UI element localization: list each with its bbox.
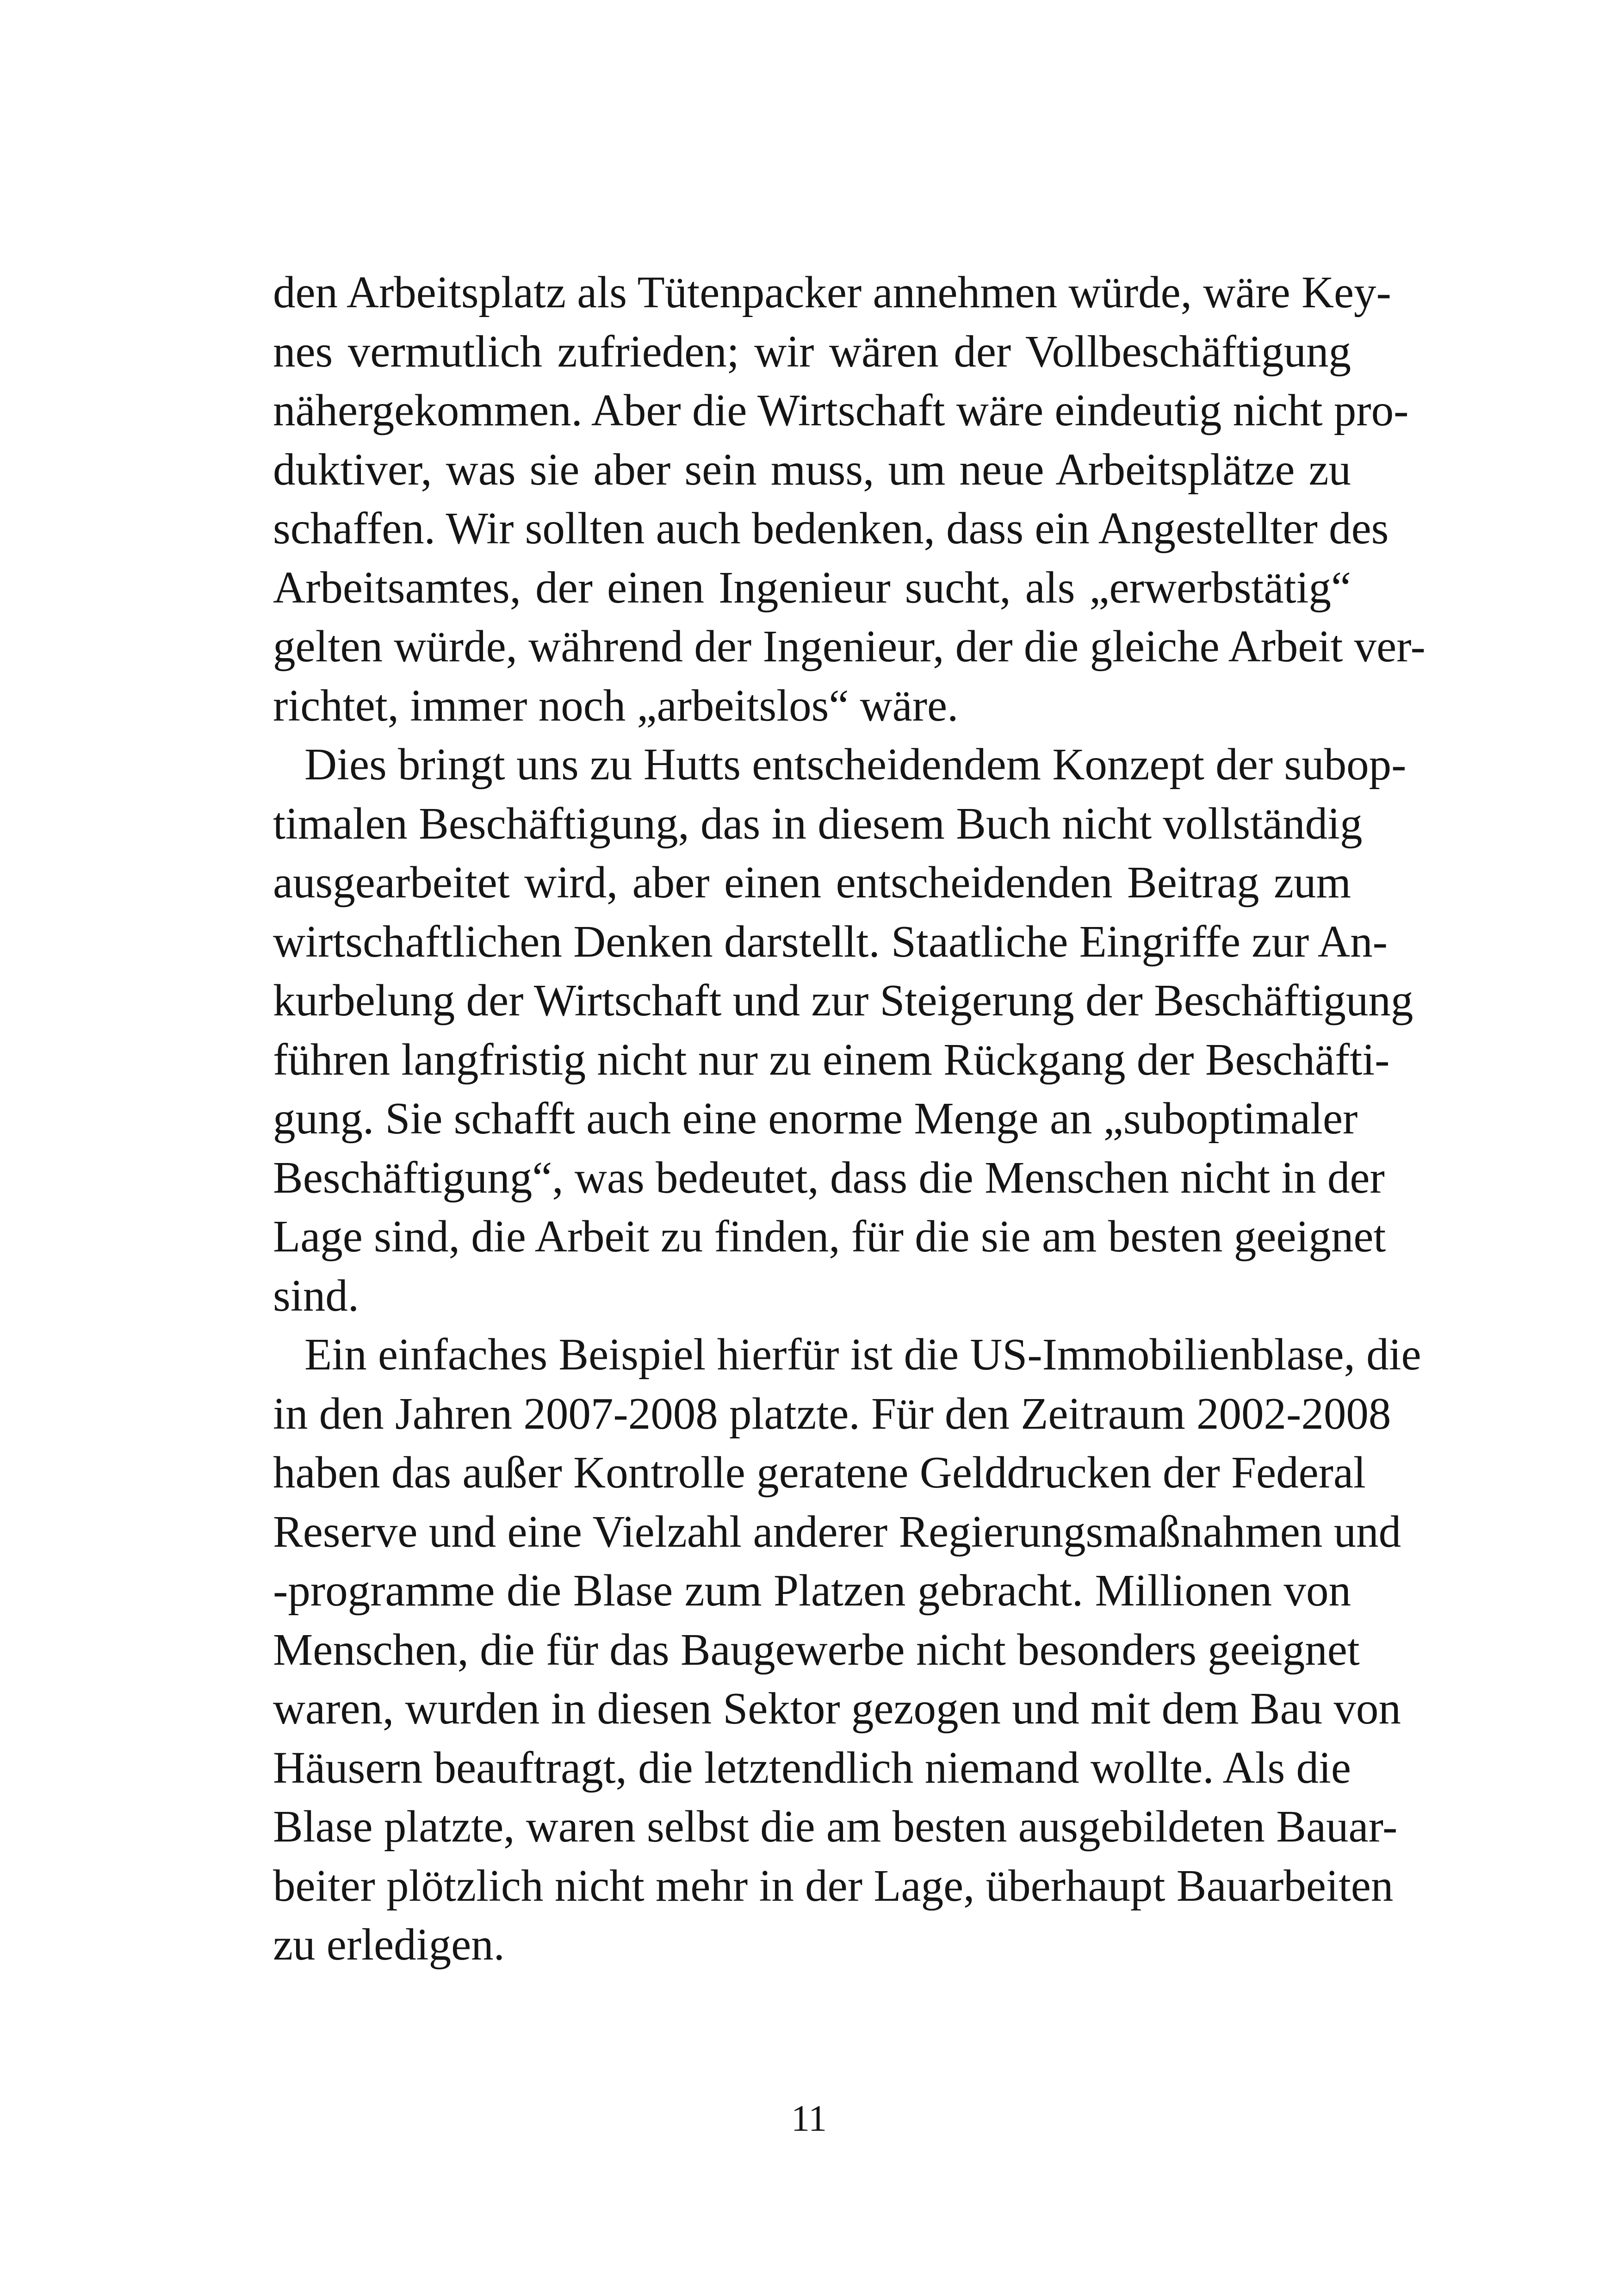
- text-line: nes vermutlich zufrieden; wir wären der Vollbeschäftigung: [273, 326, 1351, 376]
- text-line: den Arbeitsplatz als Tütenpacker annehmen würde, wäre Key-: [273, 268, 1391, 317]
- text-line: Beschäftigung“, was bedeutet, dass die Menschen nicht in der: [273, 1152, 1385, 1202]
- text-line: Blase platzte, waren selbst die am besten ausgebildeten Bauar-: [273, 1802, 1398, 1851]
- text-line: waren, wurden in diesen Sektor gezogen und mit dem Bau von: [273, 1684, 1401, 1733]
- text-line: timalen Beschäftigung, das in diesem Buch nicht vollständig: [273, 798, 1363, 848]
- text-line: in den Jahren 2007-2008 platzte. Für den Zeitraum 2002-2008: [273, 1388, 1391, 1438]
- paragraph-1: [273, 263, 1426, 735]
- paragraph-3: [273, 1325, 1421, 1974]
- text-line: Menschen, die für das Baugewerbe nicht besonders geeignet: [273, 1624, 1360, 1674]
- text-line: führen langfristig nicht nur zu einem Rückgang der Beschäfti-: [273, 1034, 1390, 1084]
- text-line: nähergekommen. Aber die Wirtschaft wäre eindeutig nicht pro-: [273, 386, 1409, 435]
- text-line: gung. Sie schafft auch eine enorme Menge an „suboptimaler: [273, 1094, 1358, 1143]
- text-line: Lage sind, die Arbeit zu finden, für die sie am besten geeignet: [273, 1212, 1386, 1261]
- text-line: Arbeitsamtes, der einen Ingenieur sucht, als „erwerbstätig“: [273, 562, 1351, 612]
- paragraph-2: [273, 735, 1413, 1325]
- page-number: 11: [791, 2098, 827, 2139]
- text-line: haben das außer Kontrolle geratene Gelddrucken der Federal: [273, 1448, 1366, 1497]
- text-line: -programme die Blase zum Platzen gebracht. Millionen von: [273, 1566, 1351, 1615]
- text-line: kurbelung der Wirtschaft und zur Steigerung der Beschäftigung: [273, 976, 1413, 1025]
- text-line: beiter plötzlich nicht mehr in der Lage, überhaupt Bauarbeiten: [273, 1860, 1394, 1910]
- text-line: duktiver, was sie aber sein muss, um neue Arbeitsplätze zu: [273, 444, 1351, 494]
- text-line: zu erledigen.: [273, 1920, 505, 1969]
- text-line: Dies bringt uns zu Hutts entscheidendem Konzept der subop-: [304, 740, 1407, 789]
- text-line: Reserve und eine Vielzahl anderer Regierungsmaßnahmen und: [273, 1506, 1401, 1556]
- body-text: [273, 263, 1426, 1974]
- text-line: schaffen. Wir sollten auch bedenken, dass ein Angestellter des: [273, 504, 1389, 553]
- text-line: richtet, immer noch „arbeitslos“ wäre.: [273, 680, 959, 730]
- text-line: ausgearbeitet wird, aber einen entscheidenden Beitrag zum: [273, 858, 1351, 907]
- text-line: Ein einfaches Beispiel hierfür ist die US-Immobilienblase, die: [304, 1330, 1421, 1379]
- text-line: sind.: [273, 1270, 359, 1320]
- text-line: wirtschaftlichen Denken darstellt. Staatliche Eingriffe zur An-: [273, 916, 1388, 966]
- text-line: gelten würde, während der Ingenieur, der die gleiche Arbeit ver-: [273, 622, 1426, 671]
- text-line: Häusern beauftragt, die letztendlich niemand wollte. Als die: [273, 1742, 1351, 1792]
